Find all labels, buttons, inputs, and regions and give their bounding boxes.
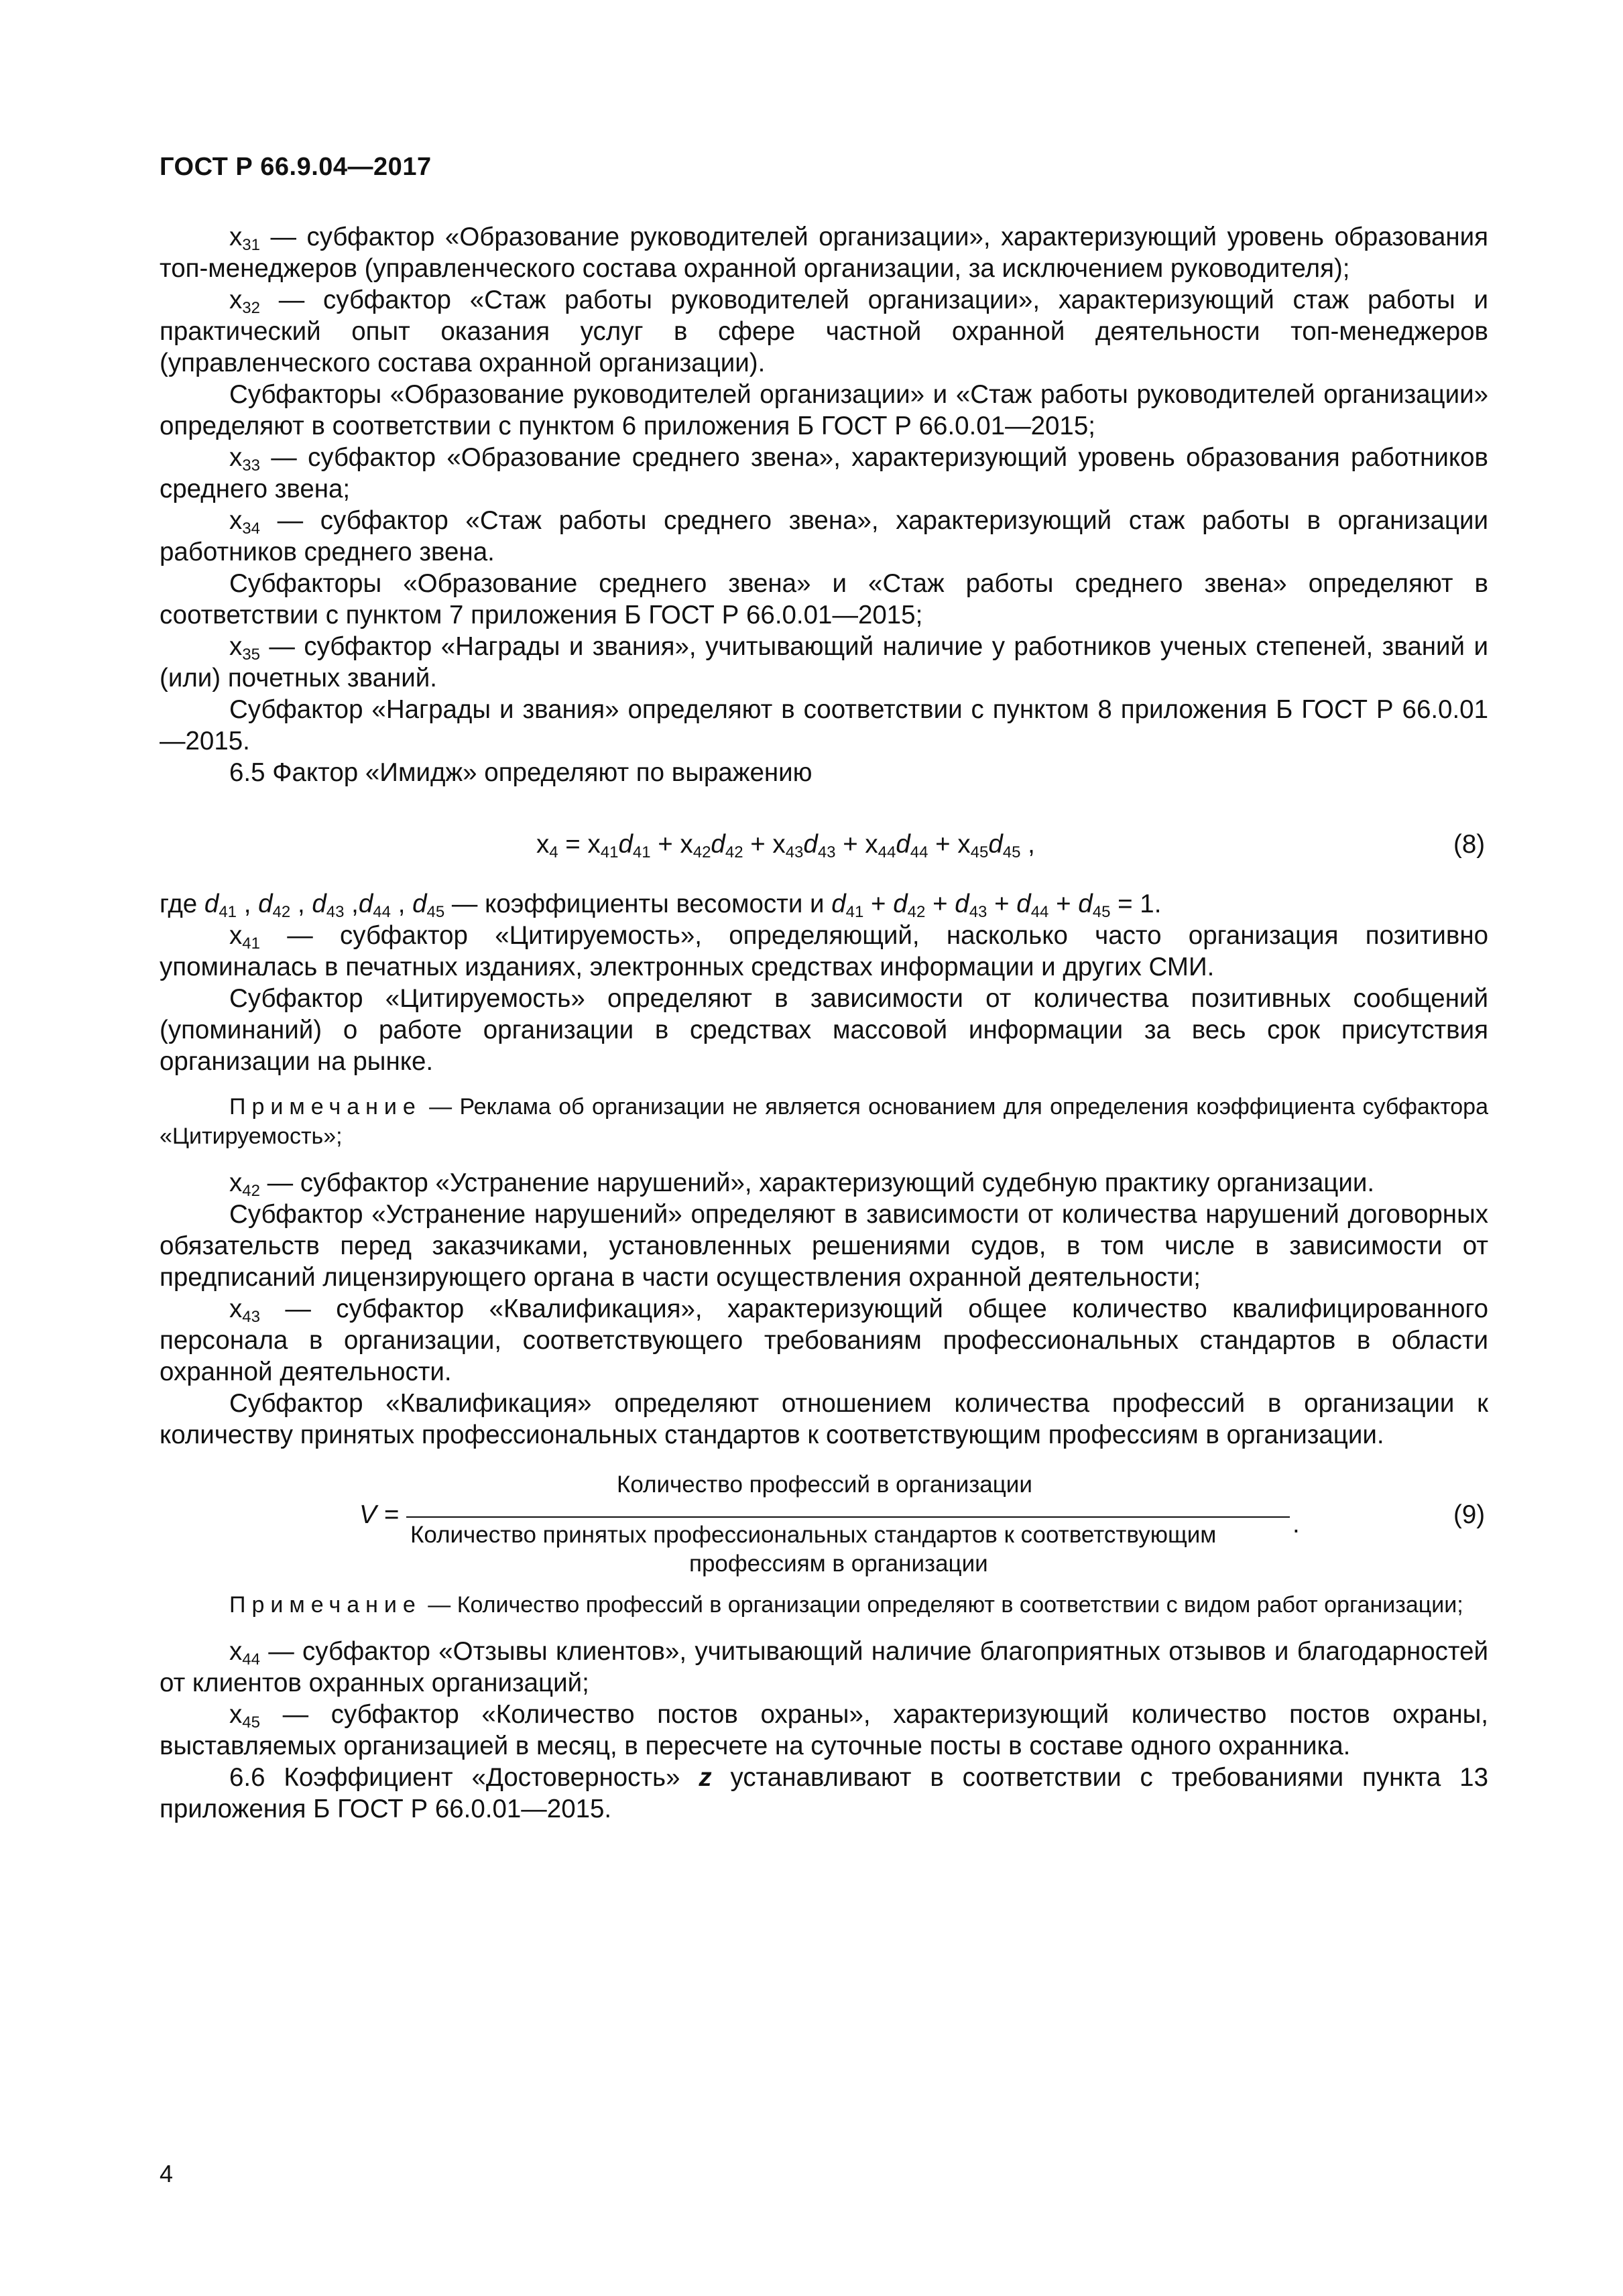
paragraph-x32: $x_{32}$ — субфактор «Стаж работы руководителей организации», характеризующий стаж работы и практический опыт оказания услуг в сфере частной охранной деятельности топ-менеджеров (управленческого состава охранной организации).: [160, 286, 1488, 377]
page-number: 4: [160, 2160, 174, 2187]
paragraph-qualification: Субфактор «Квалификация» определяют отношением количества профессий в организации к количеству принятых профессиональных стандартов к соответствующим профессиям в организации.: [160, 1389, 1488, 1449]
paragraph-x43: $x_{43}$ — субфактор «Квалификация», характеризующий общее количество квалифицированного персонала в организации, соответствующего требованиям профессиональных стандартов в области охранной деятельности.: [160, 1294, 1488, 1386]
paragraph-x34: $x_{34}$ — субфактор «Стаж работы среднего звена», характеризующий стаж работы в организации работников среднего звена.: [160, 506, 1488, 566]
formula-9-denominator-line1: Количество принятых профессиональных стандартов к соответствующим: [410, 1522, 1217, 1548]
equation-number-9: (9): [1453, 1500, 1486, 1529]
paragraph-citation: Субфактор «Цитируемость» определяют в зависимости от количества позитивных сообщений (упоминаний) о работе организации в средствах массовой информации за весь срок присутствия организации на рынке.: [160, 984, 1488, 1076]
note-professions: Примечание — Количество профессий в организации определяют в соответствии с видом работ организации;: [229, 1592, 1463, 1618]
paragraph-x44: $x_{44}$ — субфактор «Отзывы клиентов», учитывающий наличие благоприятных отзывов и благодарностей от клиентов охранных организаций;: [160, 1637, 1488, 1697]
paragraph-subfactors-leaders: Субфакторы «Образование руководителей организации» и «Стаж работы руководителей организации» определяют в соответствии с пунктом 6 приложения Б ГОСТ Р 66.0.01—2015;: [160, 380, 1488, 440]
text-block-subfactors-3: [160, 221, 1488, 788]
paragraph-subfactors-middle: Субфакторы «Образование среднего звена» и «Стаж работы среднего звена» определяют в соответствии с пунктом 7 приложения Б ГОСТ Р 66.0.01—2015;: [160, 569, 1488, 629]
paragraph-section-6-6: 6.6 Коэффициент «Достоверность» z устанавливают в соответствии с требованиями пункта 13 приложения Б ГОСТ Р 66.0.01—2015.: [160, 1763, 1488, 1823]
paragraph-awards: Субфактор «Награды и звания» определяют в соответствии с пунктом 8 приложения Б ГОСТ Р 66.0.01—2015.: [160, 695, 1488, 756]
text-block-subfactors-4-cont: [160, 1590, 1488, 1825]
paragraph-x35: $x_{35}$ — субфактор «Награды и звания», учитывающий наличие у работников ученых степеней, званий и (или) почетных званий.: [160, 632, 1488, 692]
standard-header: ГОСТ Р 66.9.04—2017: [160, 153, 432, 181]
paragraph-x41: $x_{41}$ — субфактор «Цитируемость», определяющий, насколько часто организация позитивно упоминалась в печатных изданиях, электронных средствах информации и других СМИ.: [160, 921, 1488, 981]
paragraph-section-6-5: 6.5 Фактор «Имидж» определяют по выражению: [229, 758, 813, 787]
equation-number-8: (8): [1453, 830, 1486, 859]
paragraph-x33: $x_{33}$ — субфактор «Образование среднего звена», характеризующий уровень образования работников среднего звена;: [160, 443, 1488, 503]
paragraph-x31: $x_{31}$ — субфактор «Образование руководителей организации», характеризующий уровень образования топ-менеджеров (управленческого состава охранной организации, за исключением руководителя);: [160, 223, 1488, 283]
paragraph-x45: $x_{45}$ — субфактор «Количество постов охраны», характеризующий количество постов охраны, выставляемых организацией в месяц, в пересчете на суточные посты в составе одного охранника.: [160, 1700, 1488, 1760]
formula-9-numerator: Количество профессий в организации: [617, 1471, 1032, 1498]
formula-9-lhs: V =: [359, 1500, 399, 1529]
text-block-subfactors-4: [160, 888, 1488, 1451]
paragraph-x42: $x_{42}$ — субфактор «Устранение нарушений», характеризующий судебную практику организации.: [229, 1168, 1375, 1200]
fraction-line: [406, 1516, 1290, 1518]
formula-9-dot: .: [1293, 1510, 1300, 1538]
formula-8: $x_4 = x_{41}d_{41} + x_{42}d_{42} + x_{43}d_{43} + x_{44}d_{44} + x_{45}d_{45}$ ,: [536, 830, 1035, 861]
paragraph-violations: Субфактор «Устранение нарушений» определяют в зависимости от количества нарушений договорных обязательств перед заказчиками, установленных решениями судов, в том числе в зависимости от предписаний лицензирующего органа в части осуществления охранной деятельности;: [160, 1200, 1488, 1292]
paragraph-where-coefficients: где $d_{41}$ , $d_{42}$ , $d_{43}$ $,d_{44}$ , $d_{45}$ — коэффициенты весомости и $d_{41} + d_{42} + d_{43} + d_{44} + d_{45} = 1$.: [160, 890, 1162, 921]
formula-9-denominator-line2: профессиям в организации: [689, 1551, 988, 1577]
note-advertising: Примечание — Реклама об организации не является основанием для определения коэффициента субфактора «Цитируемость»;: [160, 1094, 1488, 1149]
